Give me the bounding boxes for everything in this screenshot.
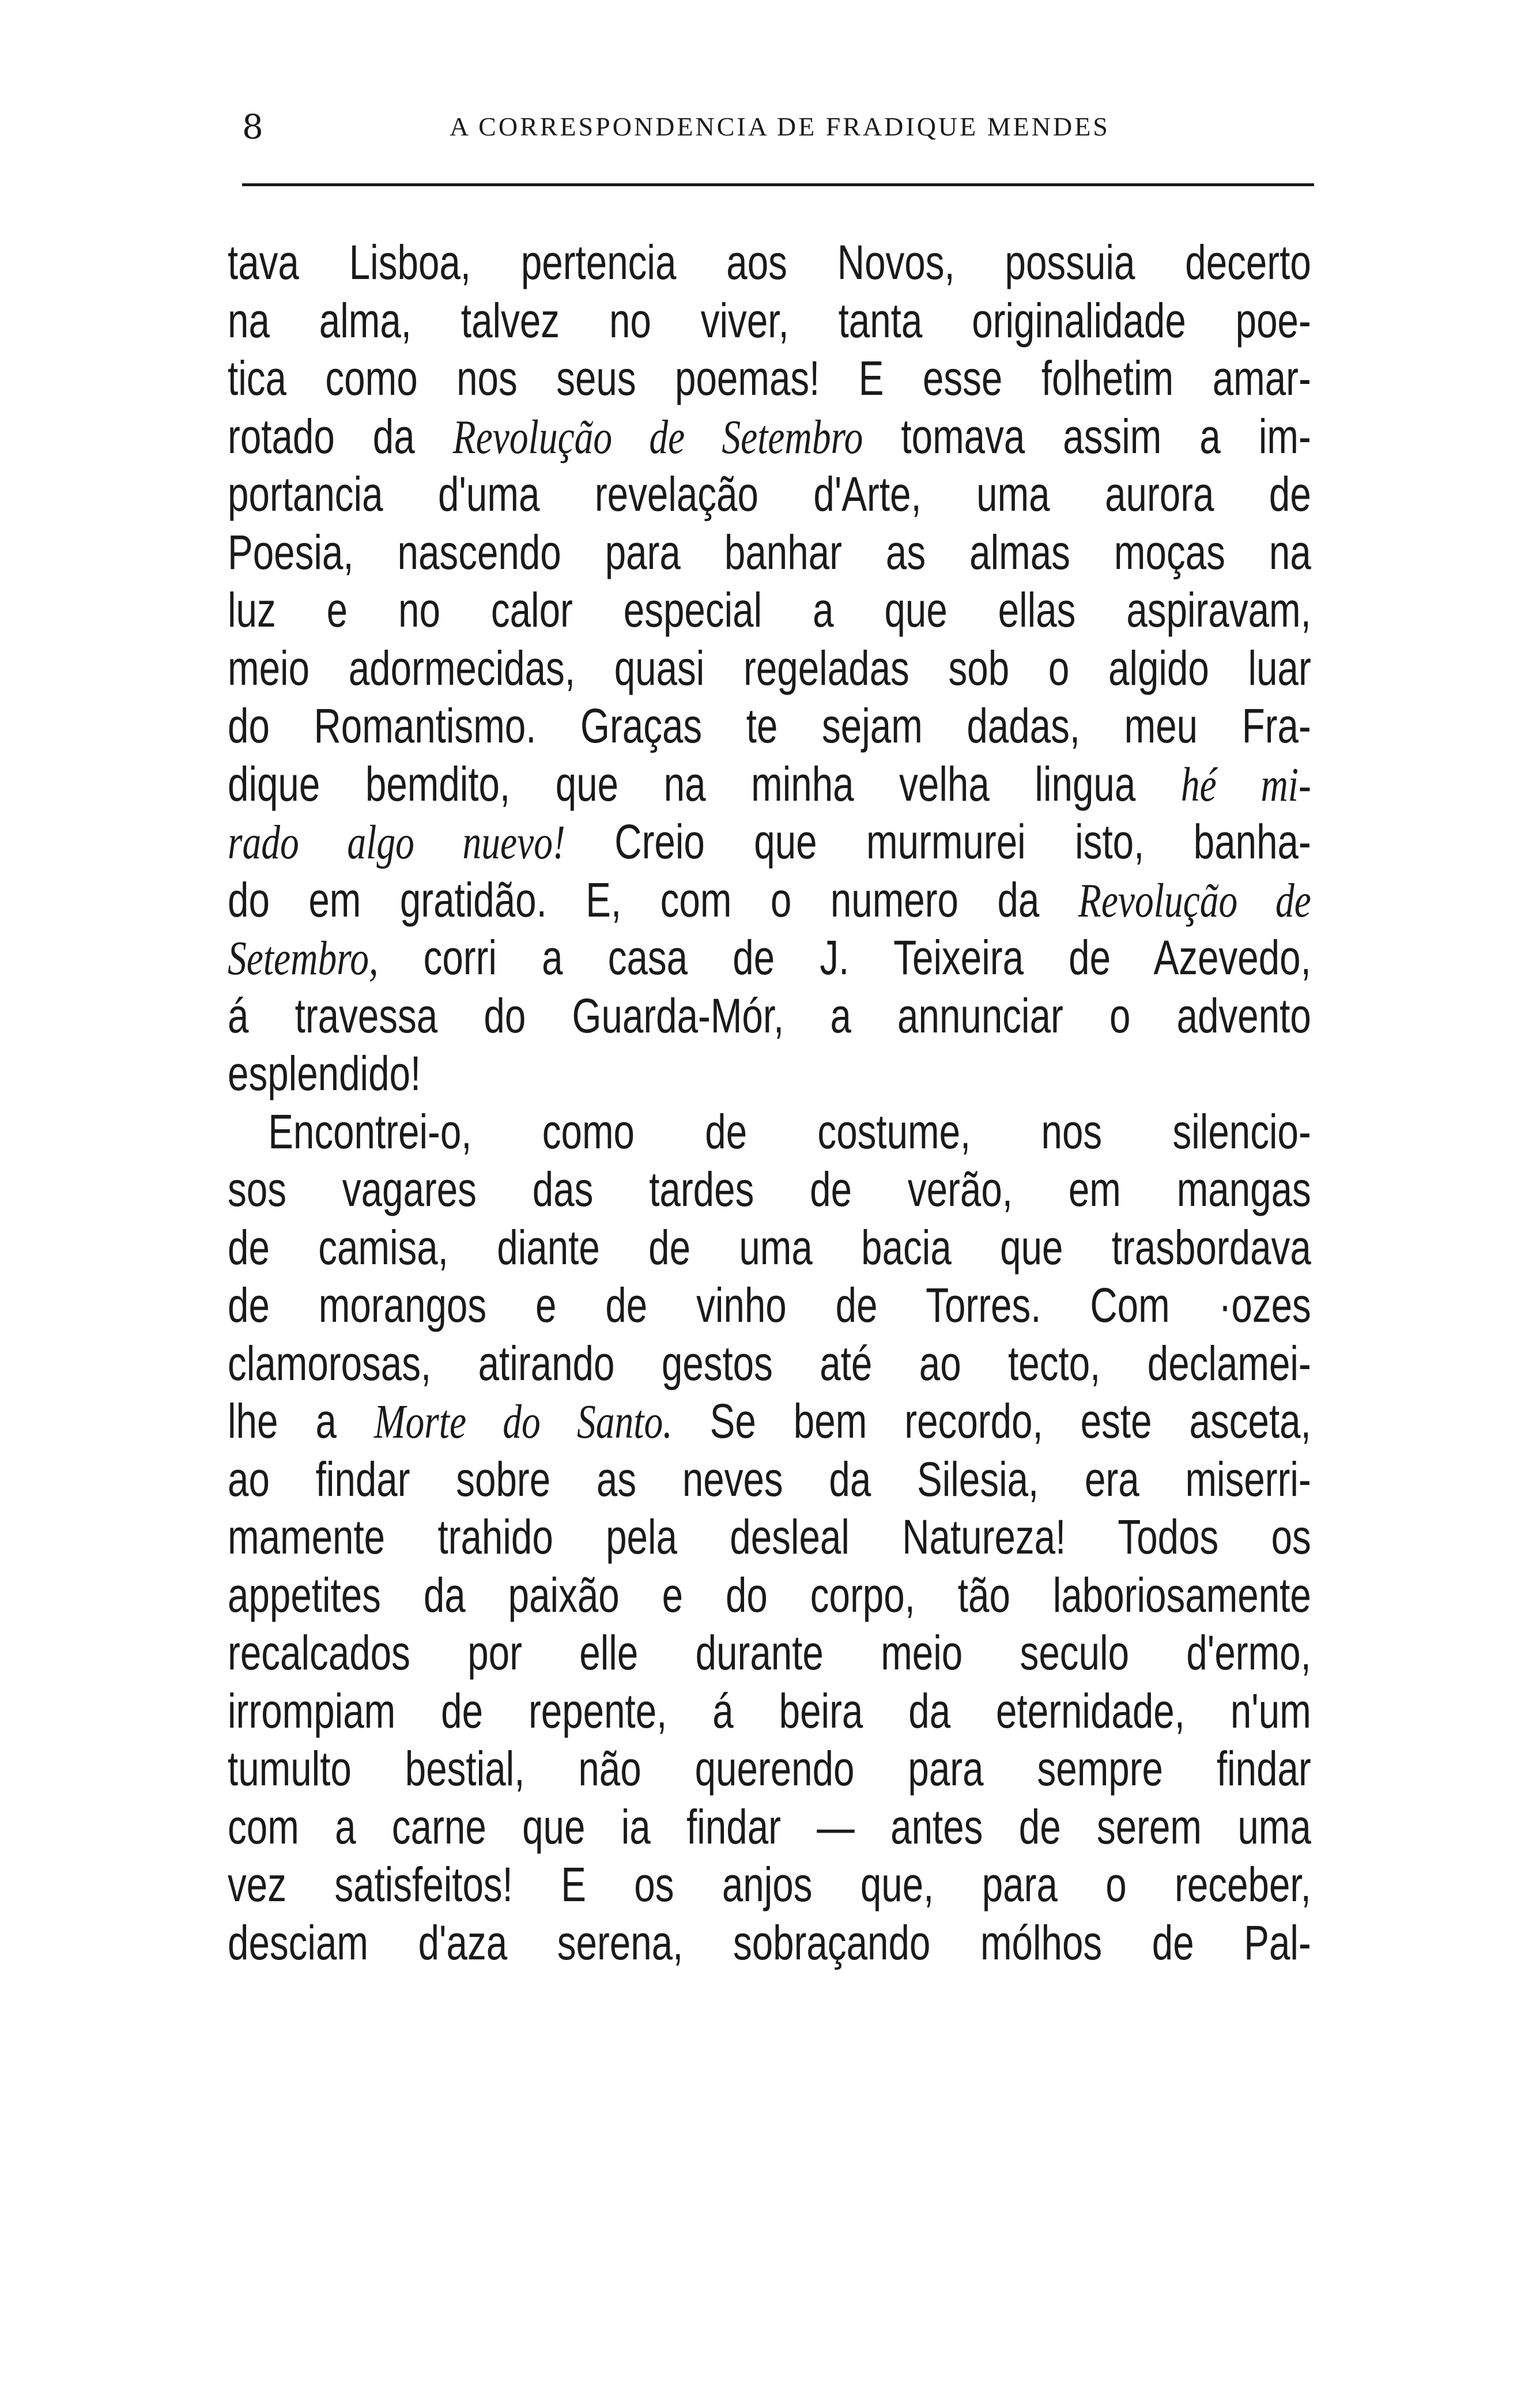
- text-line: [228, 1740, 1311, 1797]
- italic-text: Revolução de Setembro: [452, 410, 863, 464]
- text-segment: luz e no calor especial a que ellas aspiravam,: [228, 583, 1311, 637]
- running-head: A CORRESPONDENCIA DE FRADIQUE MENDES: [450, 112, 1110, 141]
- text-line: [228, 523, 1311, 581]
- text-line: [228, 639, 1311, 697]
- page-number: 8: [242, 107, 263, 146]
- italic-text: Revolução de: [1078, 873, 1311, 928]
- italic-text: Morte do Santo.: [373, 1395, 673, 1449]
- text-line: [228, 233, 1311, 291]
- header-rule: [242, 183, 1314, 186]
- text-line: [228, 987, 1311, 1045]
- text-segment: de morangos e de vinho de Torres. Com ·ozes: [228, 1278, 1311, 1332]
- text-segment: na alma, talvez no viver, tanta originalidade poe-: [228, 293, 1311, 348]
- text-line: [228, 929, 1311, 986]
- text-line: [228, 1276, 1311, 1334]
- text-line: [228, 408, 1311, 465]
- text-line: [228, 1682, 1311, 1740]
- text-line: [228, 292, 1311, 349]
- text-segment: Poesia, nascendo para banhar as almas moças na: [228, 525, 1311, 579]
- italic-text: rado algo nuevo!: [228, 816, 565, 869]
- text-segment: Se bem recordo, este asceta,: [672, 1394, 1311, 1448]
- text-segment: irrompiam de repente, á beira da eternidade, n'um: [228, 1683, 1311, 1738]
- text-line: [228, 1624, 1311, 1682]
- text-segment: Encontrei-o, como de costume, nos silencio-: [268, 1104, 1311, 1159]
- text-line: [228, 1914, 1311, 1971]
- text-segment: appetites da paixão e do corpo, tão laboriosamente: [228, 1567, 1311, 1622]
- text-line: [228, 1335, 1311, 1392]
- text-line: [228, 1103, 1311, 1160]
- italic-text: hé mi-: [1180, 757, 1311, 812]
- text-line: [228, 1045, 1311, 1102]
- text-line: [228, 1219, 1311, 1276]
- text-segment: vez satisfeitos! E os anjos que, para o receber,: [228, 1857, 1311, 1912]
- text-segment: á travessa do Guarda-Mór, a annunciar o advento: [228, 988, 1311, 1043]
- text-segment: meio adormecidas, quasi regeladas sob o algido luar: [228, 640, 1311, 695]
- text-line: [228, 581, 1311, 639]
- text-line: [228, 755, 1311, 813]
- text-segment: portancia d'uma revelação d'Arte, uma aurora de: [228, 467, 1311, 521]
- text-segment: clamorosas, atirando gestos até ao tecto, declamei-: [228, 1336, 1311, 1390]
- text-segment: dique bemdito, que na minha velha lingua: [228, 756, 1181, 811]
- text-line: [228, 465, 1311, 523]
- text-segment: recalcados por elle durante meio seculo d'ermo,: [228, 1626, 1311, 1680]
- text-segment: de camisa, diante de uma bacia que trasbordava: [228, 1220, 1311, 1275]
- text-segment: lhe a: [228, 1394, 374, 1448]
- text-line: [228, 813, 1311, 870]
- text-segment: desciam d'aza serena, sobraçando mólhos de Pal-: [228, 1915, 1311, 1970]
- text-line: [228, 1508, 1311, 1566]
- page-header: [242, 104, 1308, 150]
- text-line: [228, 1856, 1311, 1913]
- text-segment: tomava assim a im-: [863, 409, 1311, 463]
- text-line: [228, 1160, 1311, 1218]
- text-segment: ao findar sobre as neves da Silesia, era miserri-: [228, 1452, 1311, 1506]
- text-segment: tumulto bestial, não querendo para sempre findar: [228, 1741, 1311, 1796]
- text-line: [228, 1798, 1311, 1856]
- text-segment: com a carne que ia findar — antes de serem uma: [228, 1799, 1311, 1854]
- text-line: [228, 1450, 1311, 1508]
- text-segment: do em gratidão. E, com o numero da: [228, 872, 1078, 927]
- text-segment: tava Lisboa, pertencia aos Novos, possuia decerto: [228, 235, 1311, 289]
- text-segment: corri a casa de J. Teixeira de Azevedo,: [378, 930, 1311, 985]
- text-segment: sos vagares das tardes de verão, em mangas: [228, 1162, 1311, 1216]
- text-line: [228, 1392, 1311, 1450]
- text-segment: tica como nos seus poemas! E esse folhetim amar-: [228, 351, 1311, 405]
- text-segment: esplendido!: [228, 1046, 421, 1100]
- text-segment: mamente trahido pela desleal Natureza! Todos os: [228, 1510, 1311, 1564]
- text-segment: do Romantismo. Graças te sejam dadas, meu Fra-: [228, 699, 1311, 753]
- text-line: [228, 349, 1311, 407]
- text-segment: Creio que murmurei isto, banha-: [565, 815, 1311, 869]
- text-line: [228, 697, 1311, 755]
- text-segment: rotado da: [228, 409, 453, 463]
- italic-text: Setembro,: [228, 932, 379, 985]
- text-line: [228, 1566, 1311, 1624]
- text-line: [228, 871, 1311, 929]
